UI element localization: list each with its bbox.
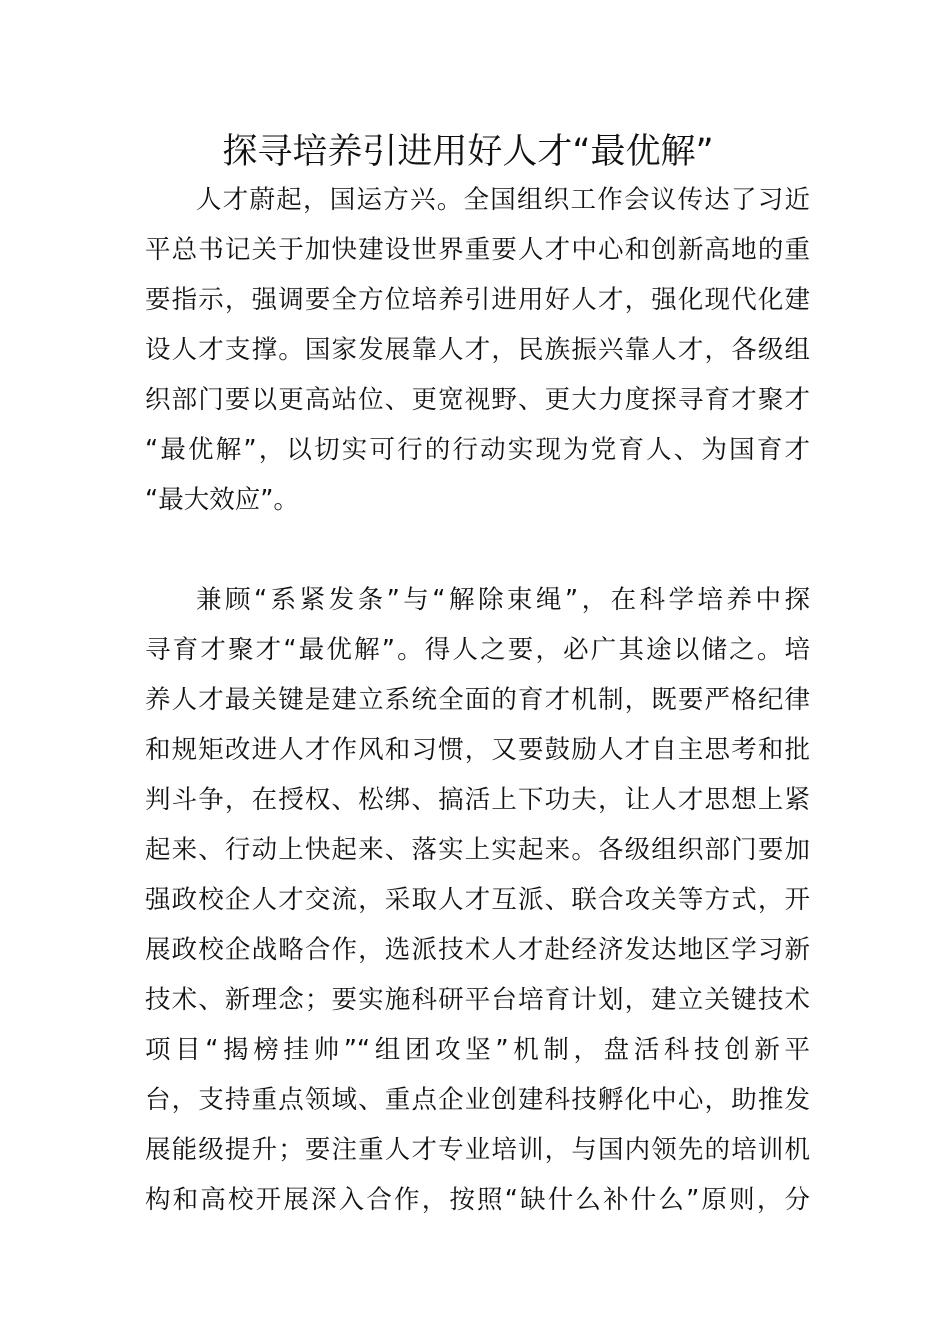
paragraph-line: 织部门要以更高站位、更宽视野、更大力度探寻育才聚才 — [145, 385, 810, 415]
paragraph-line: 兼顾“系紧发条”与“解除束绳”，在科学培养中探 — [196, 585, 810, 615]
paragraph-line: 展政校企战略合作，选派技术人才赴经济发达地区学习新 — [145, 935, 810, 965]
paragraph-line: 展能级提升；要注重人才专业培训，与国内领先的培训机 — [145, 1135, 810, 1165]
paragraph-line: 判斗争，在授权、松绑、搞活上下功夫，让人才思想上紧 — [145, 785, 810, 815]
paragraph-line: 构和高校开展深入合作，按照“缺什么补什么”原则，分 — [145, 1185, 810, 1215]
paragraph-line: 设人才支撑。国家发展靠人才，民族振兴靠人才，各级组 — [145, 335, 810, 365]
paragraph-line: 技术、新理念；要实施科研平台培育计划，建立关键技术 — [145, 985, 810, 1015]
paragraph-1 — [145, 175, 810, 525]
paragraph-line: 台，支持重点领域、重点企业创建科技孵化中心，助推发 — [145, 1085, 810, 1115]
paragraph-line: “最优解”，以切实可行的行动实现为党育人、为国育才 — [145, 435, 810, 465]
paragraph-line: 平总书记关于加快建设世界重要人才中心和创新高地的重 — [145, 235, 810, 265]
document-title: 探寻培养引进用好人才“最优解” — [222, 132, 714, 172]
paragraph-line: 人才蔚起，国运方兴。全国组织工作会议传达了习近 — [196, 185, 810, 215]
paragraph-line: 养人才最关键是建立系统全面的育才机制，既要严格纪律 — [145, 685, 810, 715]
paragraph-line: 要指示，强调要全方位培养引进用好人才，强化现代化建 — [145, 285, 810, 315]
paragraph-line: 强政校企人才交流，采取人才互派、联合攻关等方式，开 — [145, 885, 810, 915]
paragraph-line: “最大效应”。 — [145, 485, 299, 515]
paragraph-2 — [145, 575, 810, 1225]
paragraph-line: 项目“揭榜挂帅”“组团攻坚”机制，盘活科技创新平 — [145, 1035, 810, 1065]
paragraph-line: 寻育才聚才“最优解”。得人之要，必广其途以储之。培 — [145, 635, 810, 665]
paragraph-line: 和规矩改进人才作风和习惯，又要鼓励人才自主思考和批 — [145, 735, 810, 765]
paragraph-line: 起来、行动上快起来、落实上实起来。各级组织部门要加 — [145, 835, 810, 865]
